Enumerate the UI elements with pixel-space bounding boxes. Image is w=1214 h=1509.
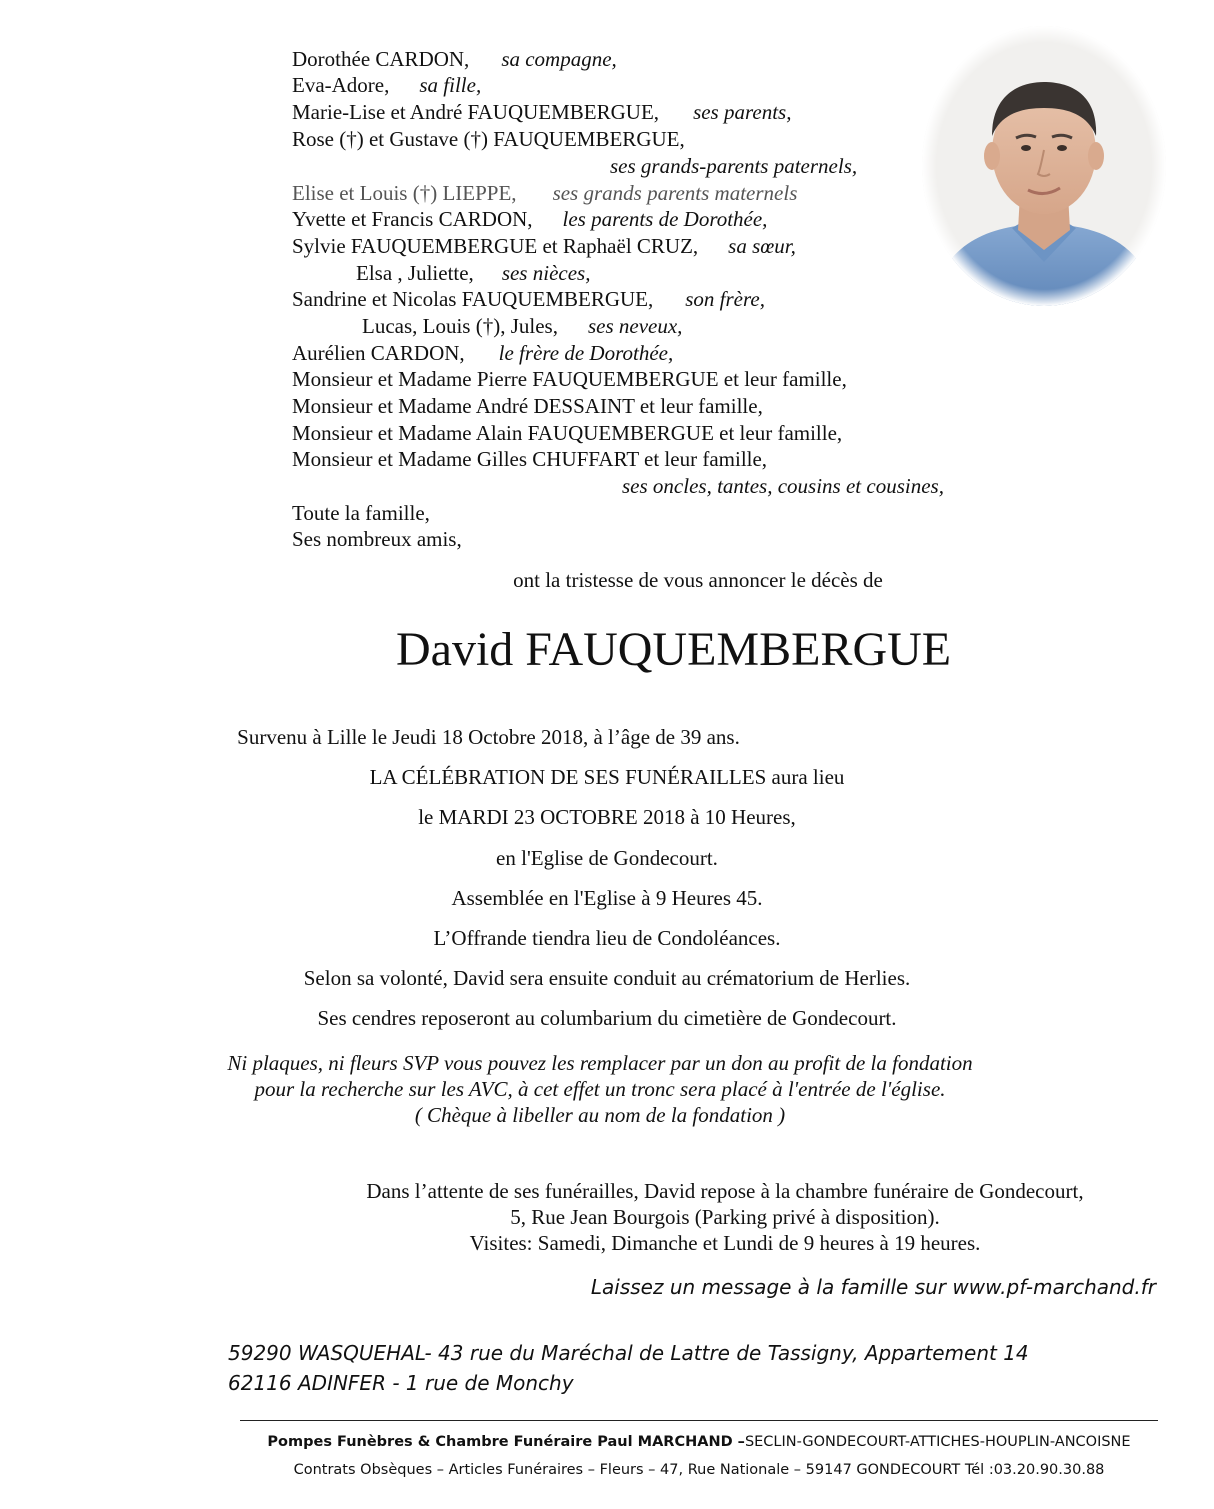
address-line: 59290 WASQUEHAL- 43 rue du Maréchal de Lattre de Tassigny, Appartement 14: [228, 1341, 1029, 1365]
family-list: [0, 0, 1000, 560]
family-relation: sa compagne,: [501, 47, 617, 71]
family-name: Aurélien CARDON,: [292, 341, 465, 365]
family-relation: son frère,: [685, 287, 765, 311]
family-name: Elise et Louis (†) LIEPPE,: [292, 181, 517, 205]
visitation-line: Visites: Samedi, Dimanche et Lundi de 9 heures à 19 heures.: [469, 1231, 981, 1255]
family-name: Eva-Adore,: [292, 73, 390, 97]
footer-locations: SECLIN-GONDECOURT-ATTICHES-HOUPLIN-ANCOISNE: [744, 1434, 1131, 1450]
detail-line: en l'Eglise de Gondecourt.: [496, 846, 718, 870]
family-name: Marie-Lise et André FAUQUEMBERGUE,: [292, 100, 660, 124]
family-relation: les parents de Dorothée,: [562, 207, 768, 231]
family-relation: sa fille,: [419, 73, 482, 97]
family-name: Yvette et Francis CARDON,: [292, 207, 533, 231]
family-line: [292, 286, 765, 312]
website-message: Laissez un message à la famille sur www.pf-marchand.fr: [590, 1275, 1156, 1299]
family-line: [292, 420, 842, 446]
family-addresses: [228, 1338, 1029, 1398]
family-name: Sandrine et Nicolas FAUQUEMBERGUE,: [292, 287, 654, 311]
family-line: [292, 46, 617, 72]
detail-line: le MARDI 23 OCTOBRE 2018 à 10 Heures,: [418, 805, 796, 829]
family-name: Elsa , Juliette,: [356, 261, 474, 285]
family-relation: ses grands parents maternels: [552, 181, 798, 205]
donation-line: ( Chèque à libeller au nom de la fondation ): [414, 1103, 786, 1127]
deceased-portrait-photo: [920, 24, 1168, 308]
family-name: Monsieur et Madame Pierre FAUQUEMBERGUE et leur famille,: [292, 367, 847, 391]
family-name: Dorothée CARDON,: [292, 47, 470, 71]
address-line: 62116 ADINFER - 1 rue de Monchy: [228, 1371, 574, 1395]
detail-line: Ses cendres reposeront au columbarium du cimetière de Gondecourt.: [317, 1006, 897, 1030]
family-line: [292, 126, 685, 152]
family-line: [362, 313, 682, 339]
footer-company-name: Pompes Funèbres & Chambre Funéraire Paul MARCHAND –: [267, 1434, 745, 1450]
family-line: [292, 446, 767, 472]
family-relation: ses neveux,: [587, 314, 683, 338]
family-line: [292, 393, 763, 419]
family-name: Monsieur et Madame Alain FAUQUEMBERGUE et leur famille,: [292, 421, 843, 445]
family-line: [292, 72, 481, 98]
footer-company-line: [240, 1428, 1158, 1456]
visitation-line: Dans l’attente de ses funérailles, David repose à la chambre funéraire de Gondecourt,: [366, 1179, 1084, 1203]
family-line: [610, 153, 857, 179]
family-relation: ses nièces,: [501, 261, 591, 285]
family-name: Monsieur et Madame Gilles CHUFFART et leur famille,: [292, 447, 768, 471]
family-relation: le frère de Dorothée,: [498, 341, 674, 365]
family-line: [356, 260, 590, 286]
announcement-intro-text: ont la tristesse de vous annoncer le décès de: [513, 568, 883, 592]
donation-line: pour la recherche sur les AVC, à cet effet un tronc sera placé à l'entrée de l'église.: [254, 1077, 946, 1101]
funeral-home-footer: [240, 1428, 1158, 1484]
donation-request: [0, 1050, 1200, 1128]
deceased-name: David FAUQUEMBERGUE: [396, 623, 952, 676]
family-name: Toute la famille,: [292, 501, 430, 525]
family-name: Rose (†) et Gustave (†) FAUQUEMBERGUE,: [292, 127, 685, 151]
family-relation: ses parents,: [693, 100, 792, 124]
family-line: [292, 206, 767, 232]
visitation-info: [0, 1178, 1214, 1256]
detail-line: Assemblée en l'Eglise à 9 Heures 45.: [451, 886, 763, 910]
detail-line: Selon sa volonté, David sera ensuite conduit au crématorium de Herlies.: [303, 966, 911, 990]
family-line: [292, 180, 797, 206]
family-name: Sylvie FAUQUEMBERGUE et Raphaël CRUZ,: [292, 234, 699, 258]
family-line: [292, 99, 791, 125]
family-relation: sa sœur,: [728, 234, 796, 258]
family-name: Lucas, Louis (†), Jules,: [362, 314, 558, 338]
family-line: [292, 366, 847, 392]
footer-services-line: Contrats Obsèques – Articles Funéraires – Fleurs – 47, Rue Nationale – 59147 GONDECOURT Tél :03.20.90.30.88: [293, 1462, 1105, 1478]
announcement-intro: [0, 568, 1214, 593]
family-relation: ses grands-parents paternels,: [610, 154, 858, 178]
footer-divider: [240, 1420, 1158, 1421]
detail-line: L’Offrande tiendra lieu de Condoléances.: [433, 926, 781, 950]
visitation-line: 5, Rue Jean Bourgois (Parking privé à disposition).: [510, 1205, 940, 1229]
family-line: [622, 473, 944, 499]
detail-line: Survenu à Lille le Jeudi 18 Octobre 2018, à l’âge de 39 ans.: [237, 725, 740, 749]
family-line: [292, 233, 796, 259]
family-line: [292, 340, 673, 366]
family-line: [292, 526, 462, 552]
family-line: [292, 500, 430, 526]
donation-line: Ni plaques, ni fleurs SVP vous pouvez les remplacer par un don au profit de la fondation: [227, 1051, 973, 1075]
family-name: Monsieur et Madame André DESSAINT et leur famille,: [292, 394, 763, 418]
detail-line: LA CÉLÉBRATION DE SES FUNÉRAILLES aura lieu: [369, 765, 845, 789]
family-name: Ses nombreux amis,: [292, 527, 462, 551]
family-relation: ses oncles, tantes, cousins et cousines,: [622, 474, 944, 498]
